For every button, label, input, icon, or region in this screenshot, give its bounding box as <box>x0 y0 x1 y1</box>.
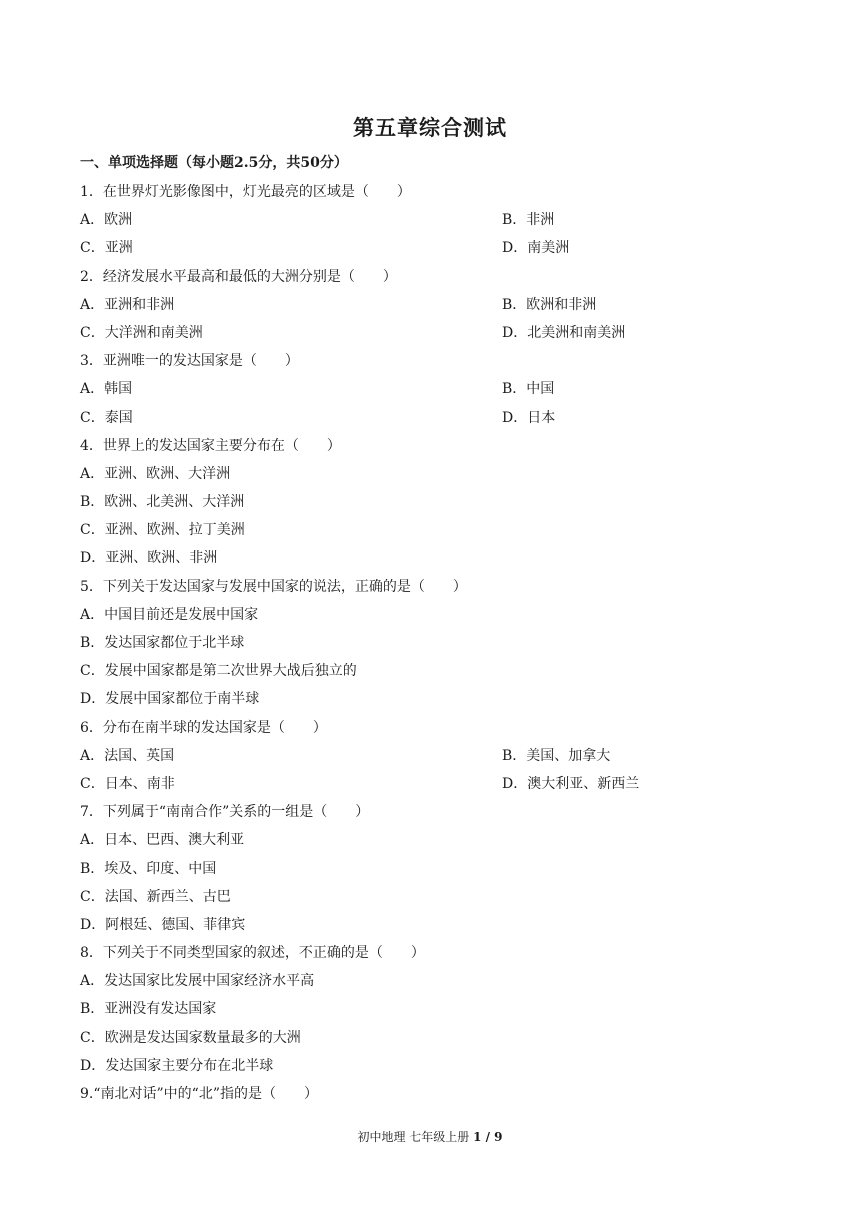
answer-option: C．大洋洲和南美洲 <box>80 324 203 341</box>
option-row <box>80 770 780 798</box>
option-row <box>80 291 780 319</box>
answer-option: B．非洲 <box>502 212 555 229</box>
answer-option: A．韩国 <box>80 381 133 398</box>
answer-option: B．亚洲没有发达国家 <box>80 1001 217 1018</box>
question-stem: 5．下列关于发达国家与发展中国家的说法，正确的是（ ） <box>80 578 467 595</box>
answer-option: A．欧洲 <box>80 212 133 229</box>
answer-option: C．发展中国家都是第二次世界大战后独立的 <box>80 663 357 680</box>
answer-option: D．发达国家主要分布在北半球 <box>80 1057 274 1074</box>
answer-option: C．日本、南非 <box>80 775 175 792</box>
answer-option: B．欧洲和非洲 <box>502 296 597 313</box>
answer-option: A．中国目前还是发展中国家 <box>80 606 259 623</box>
footer-text: 初中地理 七年级上册 <box>357 1130 474 1144</box>
answer-option: B．埃及、印度、中国 <box>80 860 217 877</box>
section-heading: 一、单项选择题（每小题2.5分，共50分） <box>80 155 348 171</box>
answer-option: C．泰国 <box>80 409 133 426</box>
option-row <box>80 911 780 939</box>
option-row <box>80 404 780 432</box>
option-row <box>80 516 780 544</box>
answer-option: B．发达国家都位于北半球 <box>80 635 245 651</box>
answer-option: A．日本、巴西、澳大利亚 <box>80 832 245 849</box>
option-row <box>80 544 780 572</box>
option-row <box>80 826 780 854</box>
page-title: 第五章综合测试 <box>353 115 507 140</box>
answer-option: B．欧洲、北美洲、大洋洲 <box>80 494 245 511</box>
question-stem: 1．在世界灯光影像图中，灯光最亮的区域是（ ） <box>80 184 411 200</box>
answer-option: C．亚洲 <box>80 240 133 257</box>
option-row <box>80 460 780 488</box>
question-stem: 7．下列属于“南南合作”关系的一组是（ ） <box>80 804 370 821</box>
option-row <box>80 883 780 911</box>
page-number: 1 / 9 <box>473 1130 503 1144</box>
option-row <box>80 967 780 995</box>
question-stem: 8．下列关于不同类型国家的叙述，不正确的是（ ） <box>80 945 425 962</box>
option-row <box>80 629 780 657</box>
answer-option: B．中国 <box>502 381 555 398</box>
option-row <box>80 1024 780 1052</box>
answer-option: D．澳大利亚、新西兰 <box>502 775 640 792</box>
answer-option: C．法国、新西兰、古巴 <box>80 888 231 905</box>
option-row <box>80 742 780 770</box>
option-row <box>80 488 780 516</box>
answer-option: B．美国、加拿大 <box>502 747 611 764</box>
question-stem: 6．分布在南半球的发达国家是（ ） <box>80 719 327 736</box>
answer-option: C．亚洲、欧洲、拉丁美洲 <box>80 522 245 539</box>
answer-option: C．欧洲是发达国家数量最多的大洲 <box>80 1029 301 1046</box>
answer-option: D．发展中国家都位于南半球 <box>80 691 260 708</box>
option-row <box>80 206 780 234</box>
option-row <box>80 601 780 629</box>
answer-option: D．北美洲和南美洲 <box>502 324 626 341</box>
answer-option: D．日本 <box>502 409 556 426</box>
page-footer <box>0 1128 860 1145</box>
option-row <box>80 855 780 883</box>
option-row <box>80 375 780 403</box>
answer-option: A．亚洲和非洲 <box>80 296 175 313</box>
answer-option: D．南美洲 <box>502 240 570 257</box>
option-row <box>80 1052 780 1080</box>
question-stem: 3．亚洲唯一的发达国家是（ ） <box>80 353 299 370</box>
option-row <box>80 657 780 685</box>
answer-option: A．亚洲、欧洲、大洋洲 <box>80 465 231 482</box>
question-stem: 4．世界上的发达国家主要分布在（ ） <box>80 437 341 454</box>
answer-option: A．法国、英国 <box>80 747 175 764</box>
question-list <box>80 178 780 1108</box>
option-row <box>80 319 780 347</box>
answer-option: A．发达国家比发展中国家经济水平高 <box>80 973 315 990</box>
answer-option: D．阿根廷、德国、菲律宾 <box>80 916 246 933</box>
question-stem: 9.“南北对话”中的“北”指的是（ ） <box>80 1086 318 1102</box>
question-stem: 2．经济发展水平最高和最低的大洲分别是（ ） <box>80 268 397 285</box>
option-row <box>80 234 780 262</box>
option-row <box>80 685 780 713</box>
option-row <box>80 995 780 1023</box>
answer-option: D．亚洲、欧洲、非洲 <box>80 550 218 567</box>
